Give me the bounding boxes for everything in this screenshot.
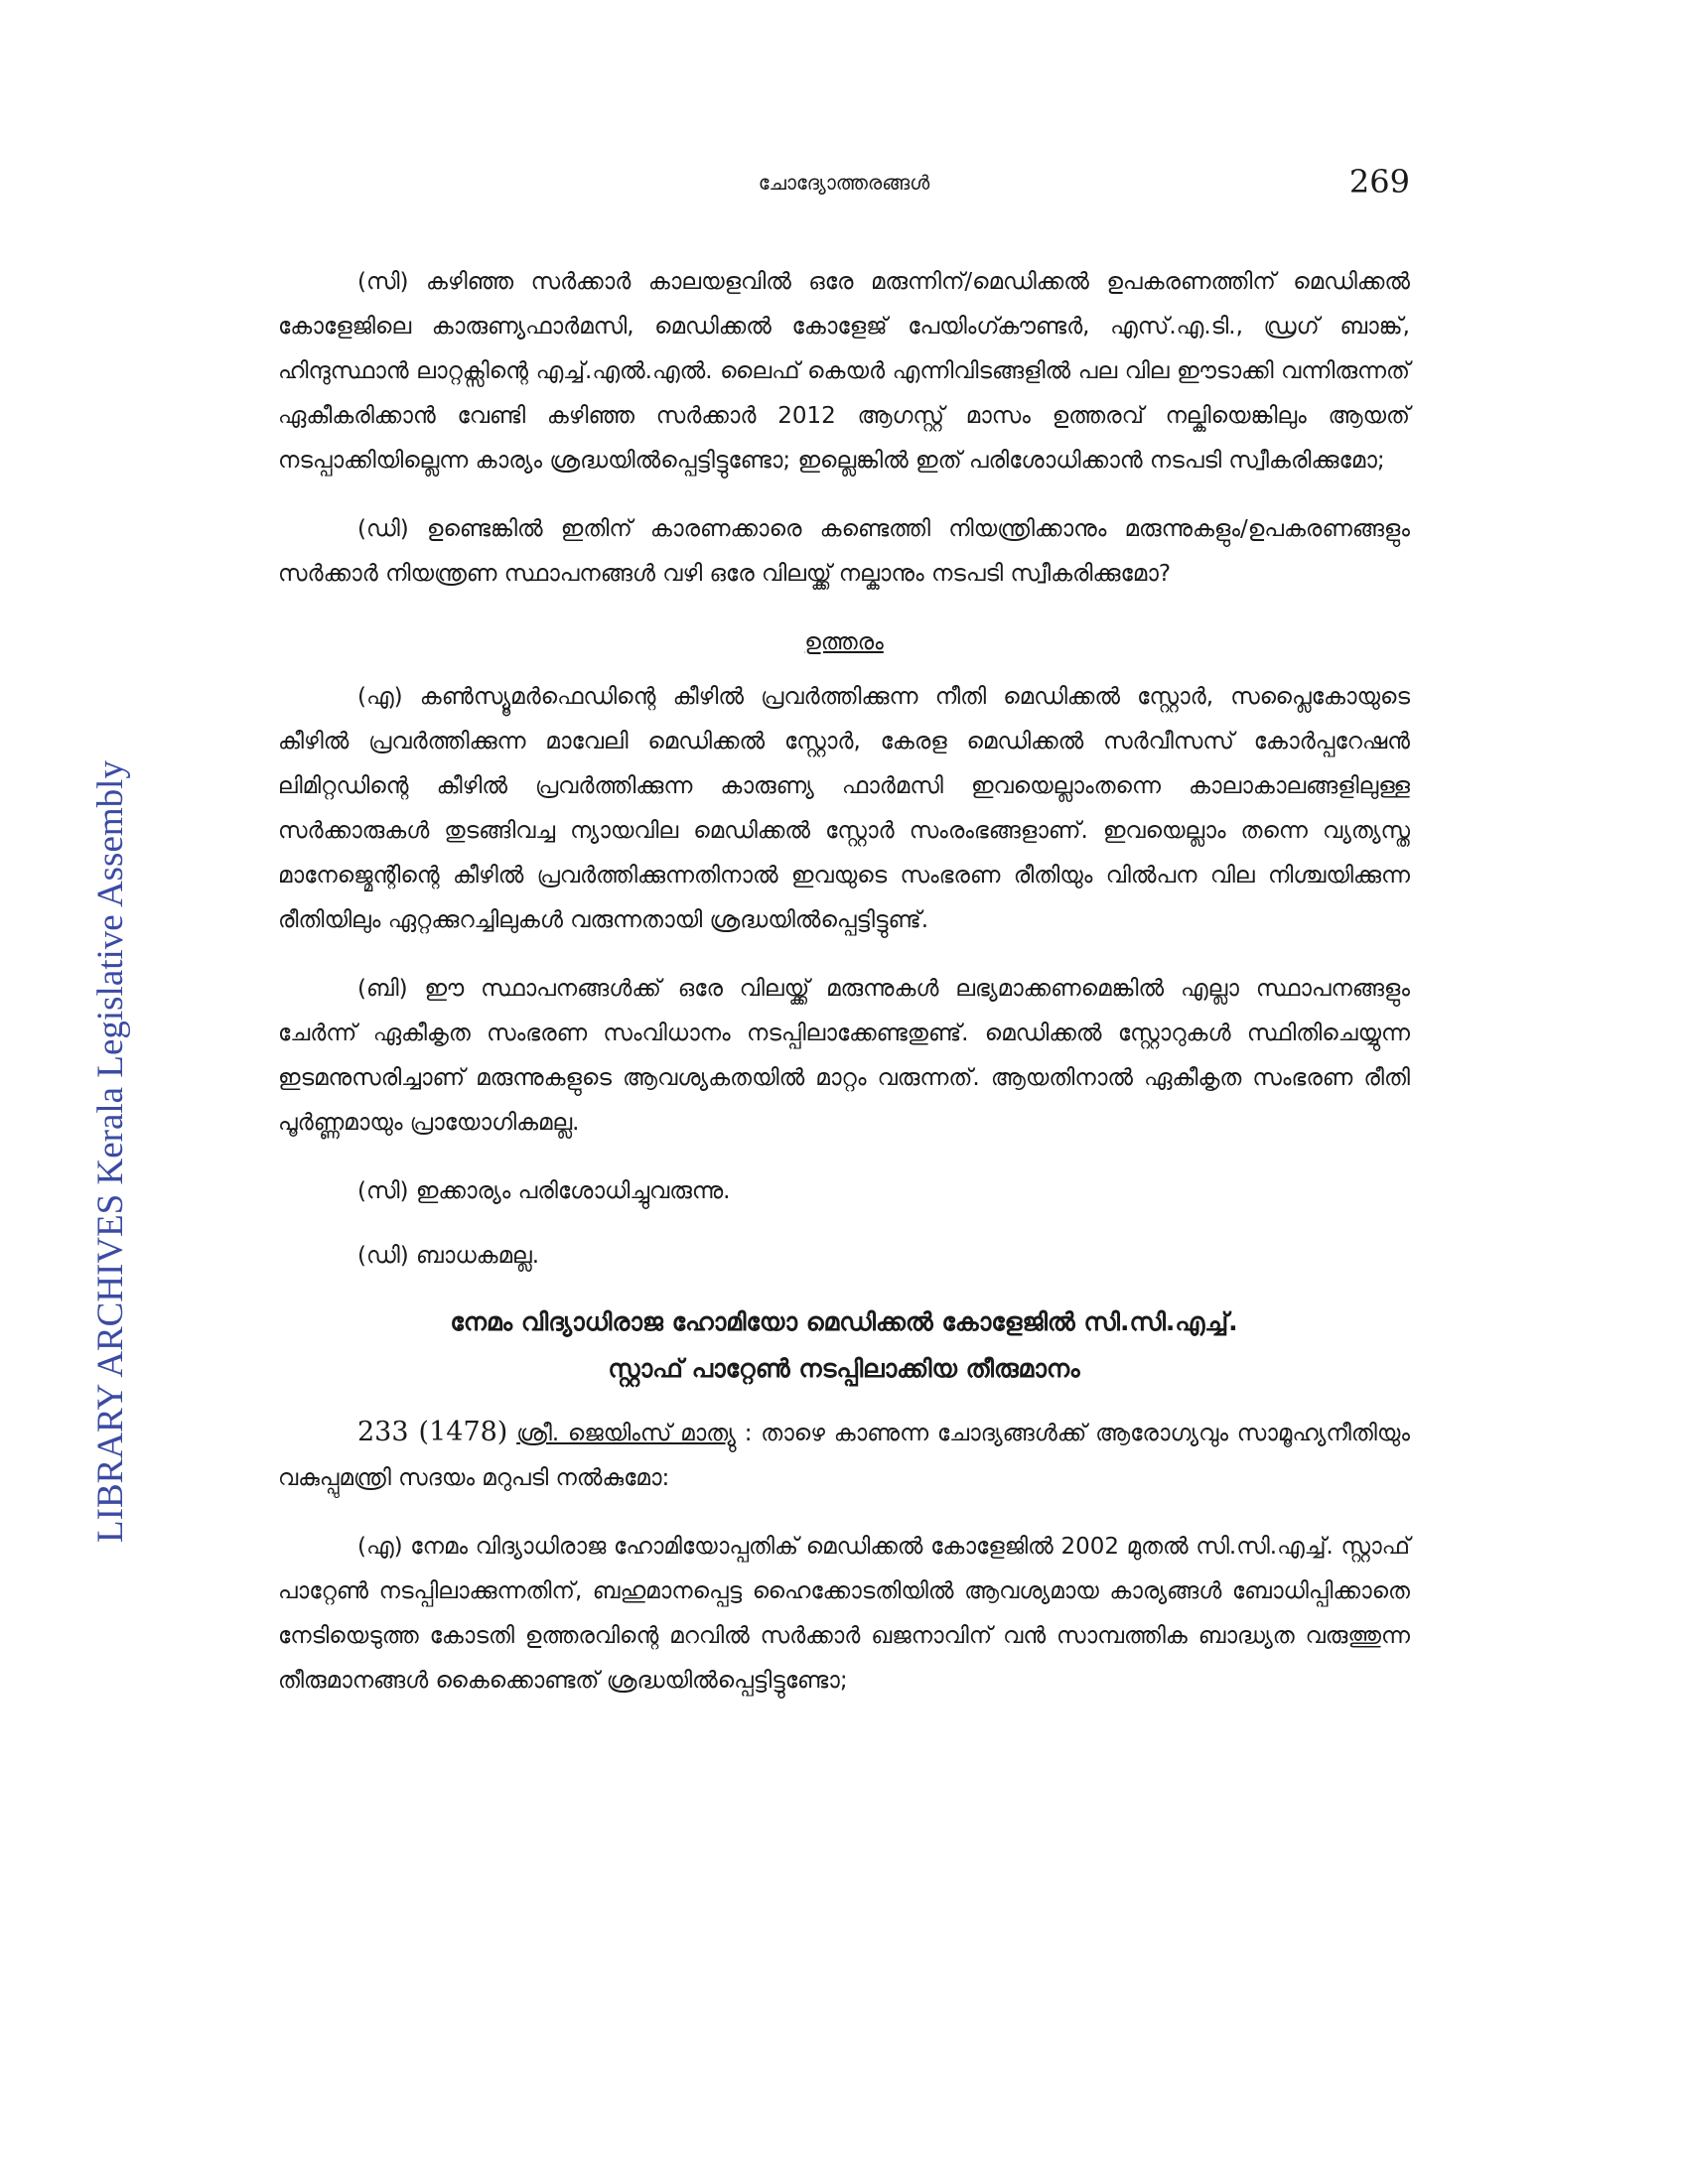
answer-part-b: (ബി) ഈ സ്ഥാപനങ്ങൾക്ക് ഒരേ വിലയ്ക്ക് മരുന്നുകൾ ലഭ്യമാക്കണമെങ്കിൽ എല്ലാ സ്ഥാപനങ്ങളും ചേർന്ന് ഏകീകൃത സംഭരണ സംവിധാനം നടപ്പിലാക്കേണ്ടതുണ്ട്. മെഡിക്കൽ സ്റ്റോറുകൾ സ്ഥിതിചെയ്യുന്ന ഇടമനുസരിച്ചാണ് മരുന്നുകളുടെ ആവശ്യകതയിൽ മാറ്റം വരുന്നത്. ആയതിനാൽ ഏകീകൃത സംഭരണ രീതി പൂർണ്ണമായും പ്രായോഗികമല്ല. bbox=[278, 976, 1410, 1136]
question-part-d: (ഡി) ഉണ്ടെങ്കിൽ ഇതിന് കാരണക്കാരെ കണ്ടെത്തി നിയന്ത്രിക്കാനും മരുന്നുകളും/ഉപകരണങ്ങളും സർക്കാർ നിയന്ത്രണ സ്ഥാപനങ്ങൾ വഴി ഒരേ വിലയ്ക്ക് നല്കാനും നടപടി സ്വീകരിക്കുമോ? bbox=[278, 516, 1410, 587]
answer-part-c: (സി) ഇക്കാര്യം പരിശോധിച്ചുവരുന്നു. bbox=[357, 1178, 731, 1204]
archive-watermark: LIBRARY ARCHIVES Kerala Legislative Assembly bbox=[90, 760, 131, 1543]
section-title-line-2: സ്റ്റാഫ് പാറ്റേൺ നടപ്പിലാക്കിയ തീരുമാനം bbox=[608, 1354, 1080, 1383]
member-name: ശ്രീ. ജെയിംസ് മാത്യു bbox=[516, 1421, 736, 1446]
page-content bbox=[278, 260, 1410, 1727]
question-intro bbox=[278, 1410, 1410, 1501]
running-title: ചോദ്യോത്തരങ്ങൾ bbox=[758, 171, 930, 195]
answer-heading-text: ഉത്തരം bbox=[804, 629, 884, 655]
section-title bbox=[278, 1298, 1410, 1392]
answer-part-a: (എ) കൺസ്യൂമർഫെഡിന്റെ കീഴിൽ പ്രവർത്തിക്കുന്ന നീതി മെഡിക്കൽ സ്റ്റോർ, സപ്ലൈകോയുടെ കീഴിൽ പ്രവർത്തിക്കുന്ന മാവേലി മെഡിക്കൽ സ്റ്റോർ, കേരള മെഡിക്കൽ സർവീസസ് കോർപ്പറേഷൻ ലിമിറ്റഡിന്റെ കീഴിൽ പ്രവർത്തിക്കുന്ന കാരുണ്യ ഫാർമസി ഇവയെല്ലാംതന്നെ കാലാകാലങ്ങളിലുള്ള സർക്കാരുകൾ തുടങ്ങിവച്ച ന്യായവില മെഡിക്കൽ സ്റ്റോർ സംരംഭങ്ങളാണ്. ഇവയെല്ലാം തന്നെ വ്യത്യസ്ത മാനേജ്മെന്റിന്റെ കീഴിൽ പ്രവർത്തിക്കുന്നതിനാൽ ഇവയുടെ സംഭരണ രീതിയും വിൽപന വില നിശ്ചയിക്കുന്ന രീതിയിലും ഏറ്റക്കുറച്ചിലുകൾ വരുന്നതായി ശ്രദ്ധയിൽപ്പെട്ടിട്ടുണ്ട്. bbox=[278, 684, 1410, 933]
next-question-part-a: (എ) നേമം വിദ്യാധിരാജ ഹോമിയോപ്പതിക് മെഡിക്കൽ കോളേജിൽ 2002 മുതൽ സി.സി.എച്ച്. സ്റ്റാഫ് പാറ്റേൺ നടപ്പിലാക്കുന്നതിന്, ബഹുമാനപ്പെട്ട ഹൈക്കോടതിയിൽ ആവശ്യമായ കാര്യങ്ങൾ ബോധിപ്പിക്കാതെ നേടിയെടുത്ത കോടതി ഉത്തരവിന്റെ മറവിൽ സർക്കാർ ഖജനാവിന് വൻ സാമ്പത്തിക ബാദ്ധ്യത വരുത്തുന്ന തീരുമാനങ്ങൾ കൈക്കൊണ്ടത് ശ്രദ്ധയിൽപ്പെട്ടിട്ടുണ്ടോ; bbox=[278, 1534, 1410, 1694]
answer-part-d: (ഡി) ബാധകമല്ല. bbox=[357, 1243, 540, 1269]
section-title-line-1: നേമം വിദ്യാധിരാജ ഹോമിയോ മെഡിക്കൽ കോളേജിൽ സി.സി.എച്ച്. bbox=[450, 1307, 1238, 1336]
question-number: 233 (1478) bbox=[357, 1417, 508, 1447]
question-intro-text: : താഴെ കാണുന്ന ചോദ്യങ്ങൾക്ക് ആരോഗ്യവും സാമൂഹ്യനീതിയും വകുപ്പുമന്ത്രി സദയം മറുപടി നൽകുമോ: bbox=[278, 1421, 1410, 1491]
page-number: 269 bbox=[1348, 163, 1410, 201]
answer-heading bbox=[278, 620, 1410, 665]
question-part-c: (സി) കഴിഞ്ഞ സർക്കാർ കാലയളവിൽ ഒരേ മരുന്നിന്/മെഡിക്കൽ ഉപകരണത്തിന് മെഡിക്കൽ കോളേജിലെ കാരുണ്യഫാർമസി, മെഡിക്കൽ കോളേജ് പേയിംഗ്കൗണ്ടർ, എസ്.എ.ടി., ഡ്രഗ് ബാങ്ക്, ഹിന്ദുസ്ഥാൻ ലാറ്റക്സിന്റെ എച്ച്.എൽ.എൽ. ലൈഫ് കെയർ എന്നിവിടങ്ങളിൽ പല വില ഈടാക്കി വന്നിരുന്നത് ഏകീകരിക്കാൻ വേണ്ടി കഴിഞ്ഞ സർക്കാർ 2012 ആഗസ്റ്റ് മാസം ഉത്തരവ് നല്കിയെങ്കിലും ആയത് നടപ്പാക്കിയില്ലെന്ന കാര്യം ശ്രദ്ധയിൽപ്പെട്ടിട്ടുണ്ടോ; ഇല്ലെങ്കിൽ ഇത് പരിശോധിക്കാൻ നടപടി സ്വീകരിക്കുമോ; bbox=[278, 269, 1410, 474]
page-header bbox=[278, 163, 1410, 203]
